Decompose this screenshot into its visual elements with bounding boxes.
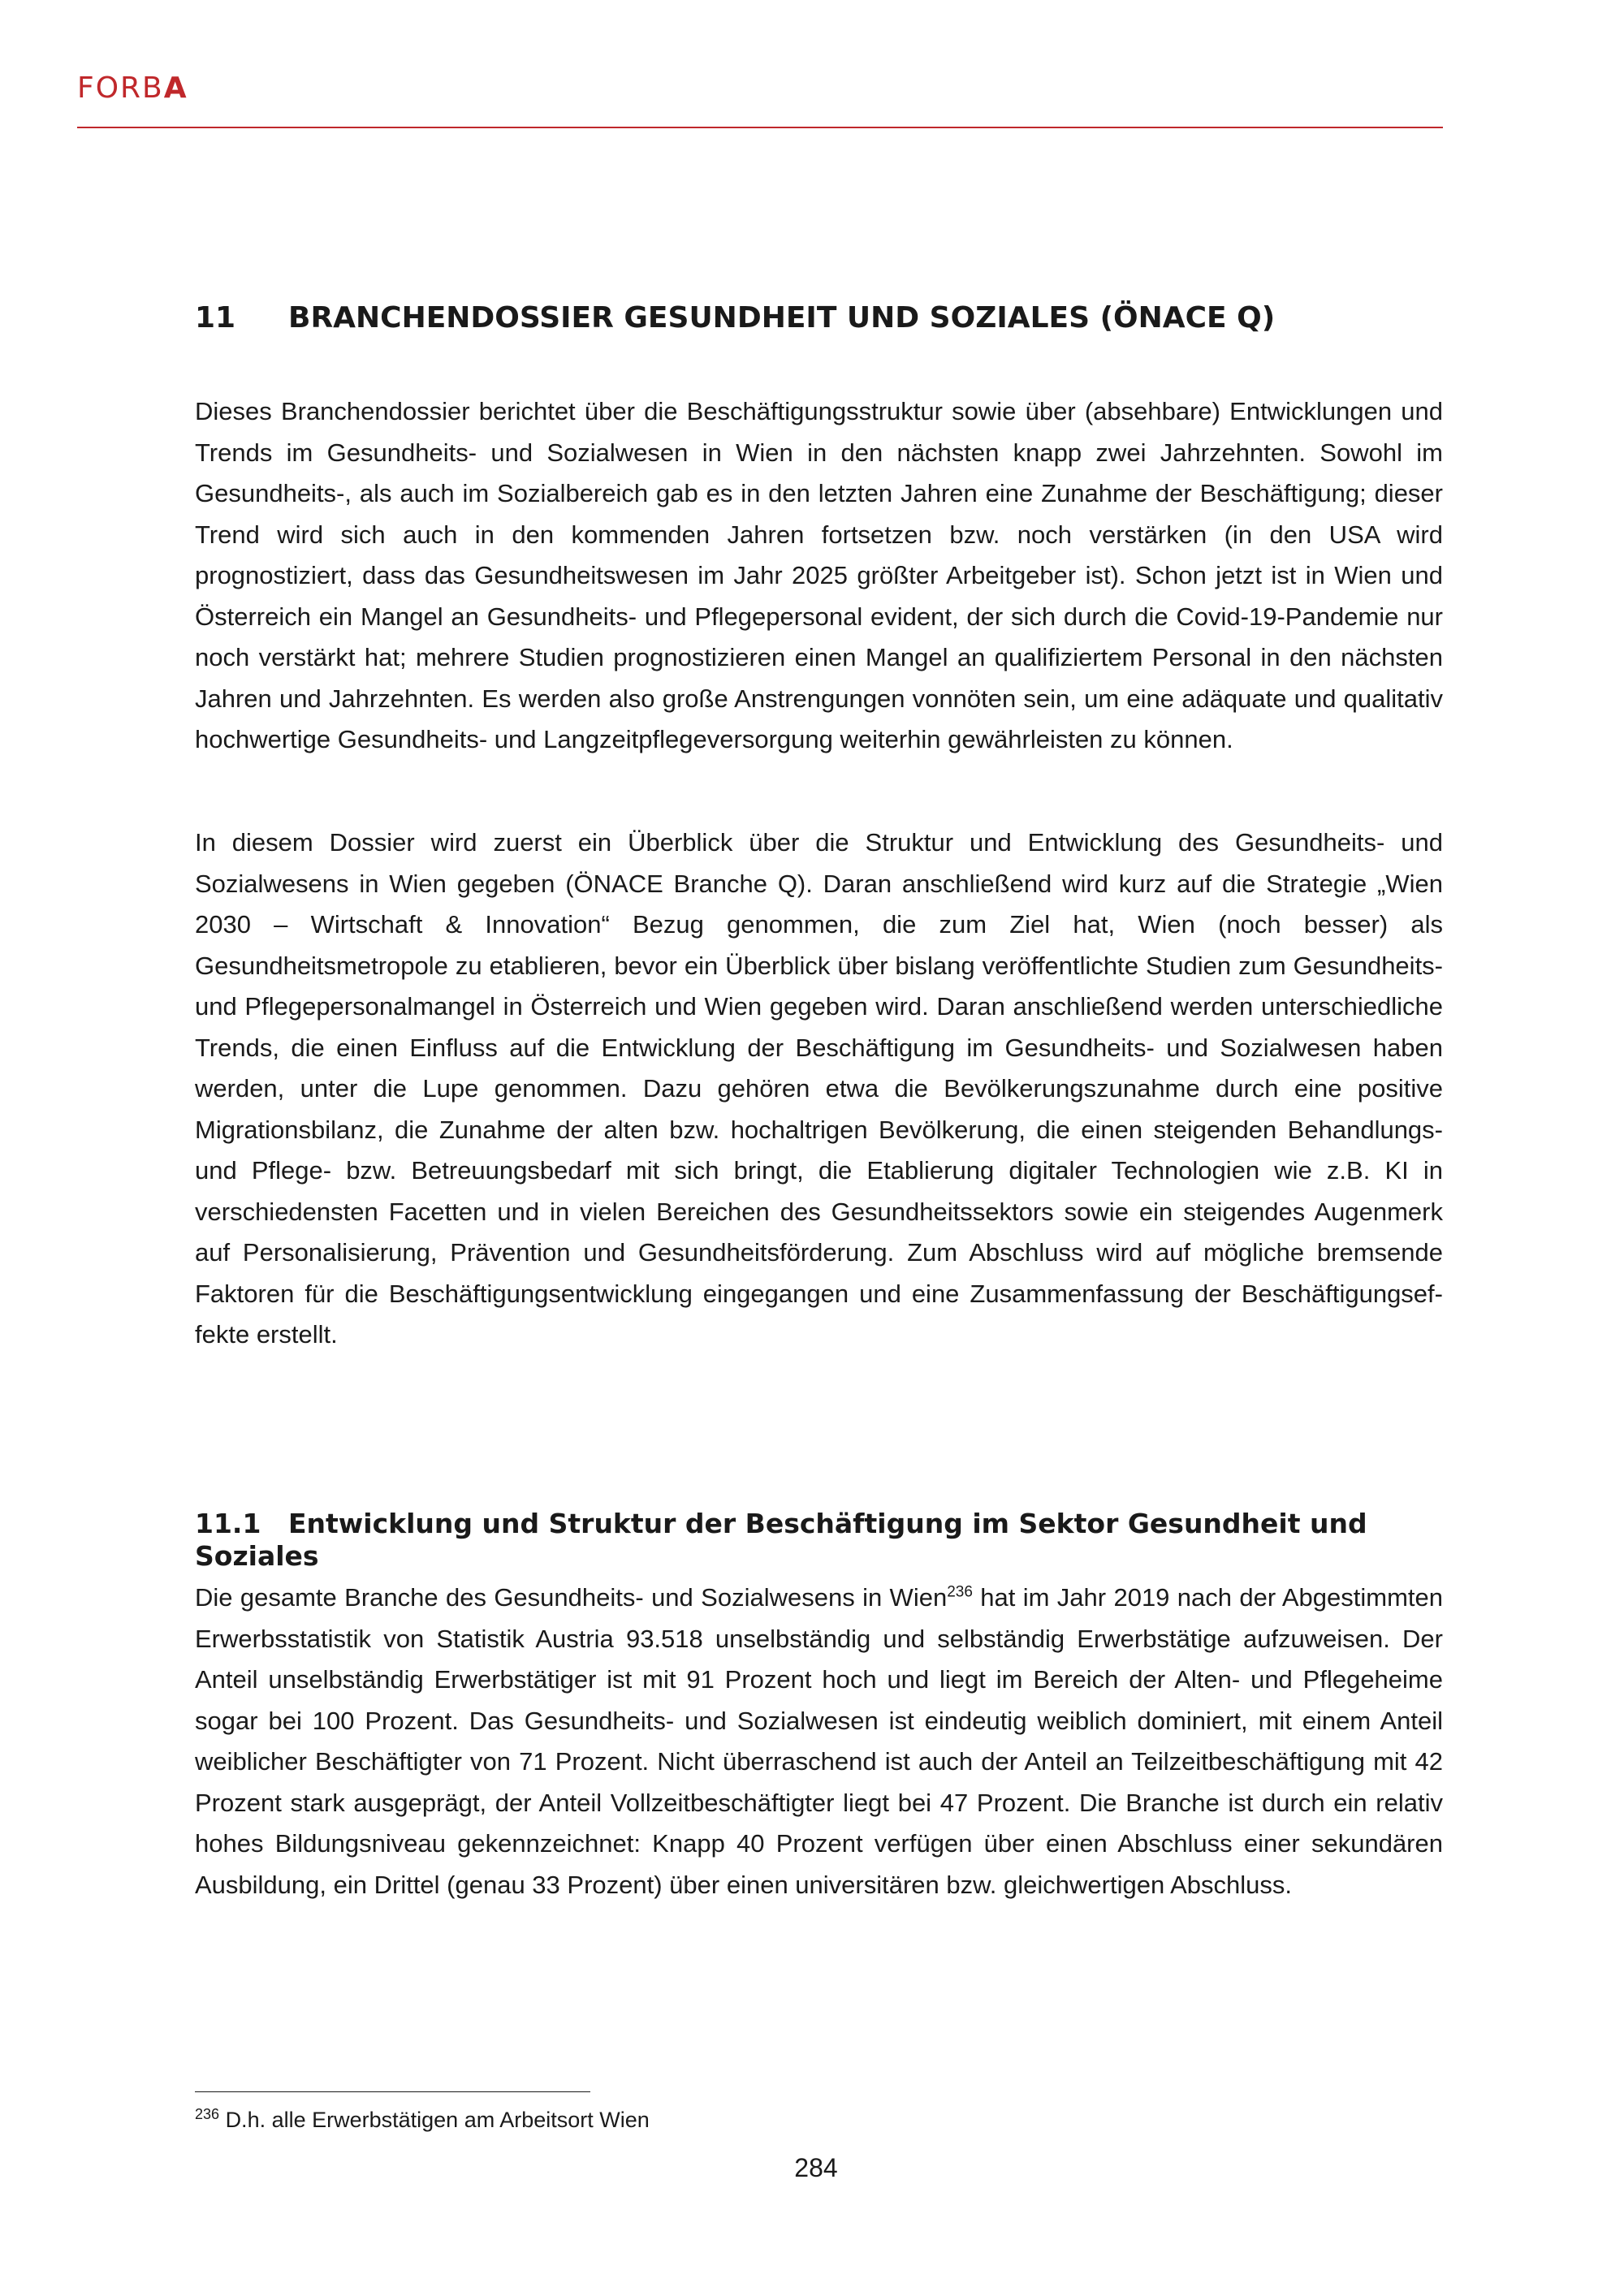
paragraph-text: Die gesamte Branche des Gesundheits- und Sozialwesens in Wien — [195, 1583, 948, 1612]
footnote-number: 236 — [195, 2106, 220, 2122]
paragraph-text: hat im Jahr 2019 nach der Abgestimmten Erwerbsstatistik von Statistik Austria 93.518 unselbständig und selbständig Erwerbstätige aufzuweisen. Der Anteil unselbständig Erwerbstätiger ist mit 91 Prozent hoch und liegt im Bereich der Alten- und Pflegeheime sogar bei 100 Prozent. Das Gesundheits- und Sozialwesen ist eindeutig weiblich dominiert, mit einem Anteil weiblicher Beschäftigter von 71 Prozent. Nicht überraschend ist auch der Anteil an Teilzeitbeschäftigung mit 42 Prozent stark ausgeprägt, der Anteil Vollzeitbeschäftigter liegt bei 47 Prozent. Die Branche ist durch ein relativ hohes Bildungsniveau gekennzeichnet: Knapp 40 Prozent verfügen über einen Abschluss einer sekundären Ausbildung, ein Drittel (genau 33 Prozent) über einen universitären bzw. gleichwertigen Abschluss. — [195, 1583, 1443, 1899]
subsection-heading — [195, 1508, 1443, 1572]
forba-logo — [77, 71, 188, 105]
section-heading — [195, 300, 1275, 335]
body-paragraph: In diesem Dossier wird zuerst ein Überblick über die Struktur und Entwicklung des Gesundheits- und Sozialwesens in Wien gegeben (ÖNACE Branche Q). Daran anschließend wird kurz auf die Strategie „Wien 2030 – Wirtschaft & Innovation“ Bezug genommen, die zum Ziel hat, Wien (noch besser) als Gesundheitsmetropole zu etablieren, bevor ein Überblick über bislang veröffentlichte Studien zum Gesundheits- und Pflegepersonalmangel in Österreich und Wien gegeben wird. Daran anschließend werden unterschiedliche Trends, die einen Einfluss auf die Entwicklung der Beschäftigung im Gesundheits- und Sozialwesen haben werden, unter die Lupe genommen. Dazu gehören etwa die Bevölkerungszunahme durch eine positive Migrationsbilanz, die Zunahme der alten bzw. hochaltrigen Bevölkerung, die einen steigenden Behandlungs- und Pflege- bzw. Betreuungsbedarf mit sich bringt, die Etablierung digitaler Technologien wie z.B. KI in verschiedensten Facetten und in vielen Bereichen des Gesundheitssektors sowie ein steigendes Augenmerk auf Personalisierung, Prävention und Gesundheitsförderung. Zum Abschluss wird auf mögliche bremsende Faktoren für die Beschäftigungsentwicklung eingegangen und eine Zusammenfassung der Beschäftigungseffekte erstellt. — [195, 828, 1443, 1349]
footnote — [195, 2106, 650, 2134]
subsection-title: Entwicklung und Struktur der Beschäftigung im Sektor Gesundheit und Soziales — [195, 1508, 1367, 1572]
subsection-number: 11.1 — [195, 1508, 261, 1539]
body-paragraph: Dieses Branchendossier berichtet über die Beschäftigungsstruktur sowie über (absehbare) Entwicklungen und Trends im Gesundheits- und Sozialwesen in Wien in den nächsten knapp zwei Jahrzehnten. Sowohl im Gesundheits-, als auch im Sozialbereich gab es in den letzten Jahren eine Zunahme der Beschäftigung; dieser Trend wird sich auch in den kommenden Jahren fortsetzen bzw. noch verstärken (in den USA wird prognostiziert, dass das Gesundheitswesen im Jahr 2025 größter Arbeitgeber ist). Schon jetzt ist in Wien und Österreich ein Mangel an Gesundheits- und Pflegepersonal evident, der sich durch die Covid-19-Pandemie nur noch verstärkt hat; mehrere Studien prognostizieren einen Mangel an qualifiziertem Personal in den nächsten Jahren und Jahrzehnten. Es werden also große Anstrengungen vonnöten sein, um eine adäquate und qualitativ hochwertige Gesundheits- und Langzeitpflegeversorgung weiterhin gewährleisten zu können. — [195, 397, 1443, 753]
footnote-reference[interactable]: 236 — [947, 1583, 973, 1601]
logo-text: FORB — [77, 71, 164, 105]
header-divider — [77, 127, 1443, 128]
section-title: BRANCHENDOSSIER GESUNDHEIT UND SOZIALES (ÖNACE Q) — [288, 301, 1276, 334]
logo-text-bold: A — [163, 71, 188, 105]
footnote-text: D.h. alle Erwerbstätigen am Arbeitsort Wien — [225, 2108, 650, 2132]
page-number: 284 — [794, 2153, 838, 2182]
body-paragraph — [195, 1577, 1443, 1905]
section-number: 11 — [195, 301, 236, 334]
footnote-divider — [195, 2091, 590, 2092]
